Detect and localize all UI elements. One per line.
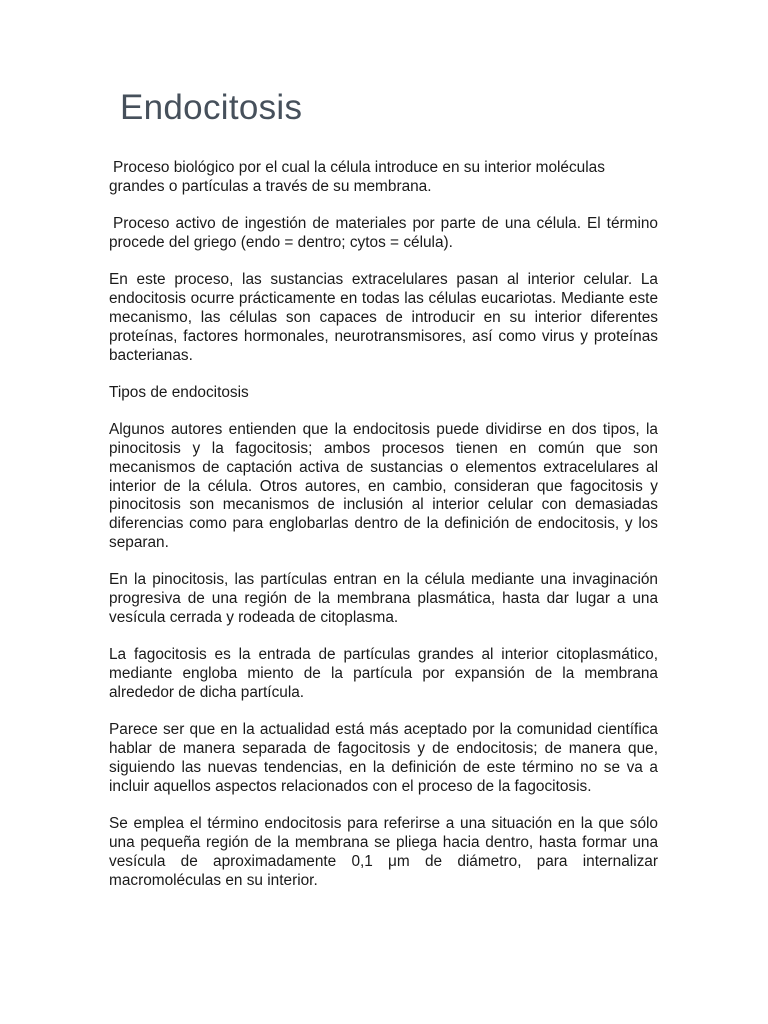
document-title: Endocitosis [120,88,303,127]
section-heading-types: Tipos de endocitosis [109,383,249,401]
document-body [109,159,658,909]
paragraph-definition: Proceso biológico por el cual la célula introduce en su interior moléculas grandes o partículas a través de su membrana. [109,159,605,195]
paragraph-scientific-community: Parece ser que en la actualidad está más aceptado por la comunidad científica hablar de manera separada de fagocitosis y de endocitosis; de manera que, siguiendo las nuevas tendencias, en la definición de este término no se va a incluir aquellos aspectos relacionados con el proceso de la fagocitosis. [109,721,658,795]
paragraph-active-process: Proceso activo de ingestión de materiales por parte de una célula. El término procede del griego (endo = dentro; cytos = célula). [109,215,658,251]
paragraph-process-description: En este proceso, las sustancias extracelulares pasan al interior celular. La endocitosis ocurre prácticamente en todas las células eucariotas. Mediante este mecanismo, las células son capaces de introducir en su interior diferentes proteínas, factores hormonales, neurotransmisores, así como virus y proteínas bacterianas. [109,271,658,364]
paragraph-pinocytosis: En la pinocitosis, las partículas entran en la célula mediante una invaginación progresiva de una región de la membrana plasmática, hasta dar lugar a una vesícula cerrada y rodeada de citoplasma. [109,571,658,627]
paragraph-term-usage: Se emplea el término endocitosis para referirse a una situación en la que sólo una pequeña región de la membrana se pliega hacia dentro, hasta formar una vesícula de aproximadamente 0,1 μm de diámetro, para internalizar macromoléculas en su interior. [109,814,658,889]
paragraph-phagocytosis: La fagocitosis es la entrada de partículas grandes al interior citoplasmático, mediante engloba miento de la partícula por expansión de la membrana alrededor de dicha partícula. [109,646,658,702]
paragraph-types: Algunos autores entienden que la endocitosis puede dividirse en dos tipos, la pinocitosis y la fagocitosis; ambos procesos tienen en común que son mecanismos de captación activa de sustancias o elementos extracelulares al interior de la célula. Otros autores, en cambio, consideran que fagocitosis y pinocitosis son mecanismos de inclusión al interior celular con demasiadas diferencias como para englobarlas dentro de la definición de endocitosis, y los separan. [109,420,658,552]
